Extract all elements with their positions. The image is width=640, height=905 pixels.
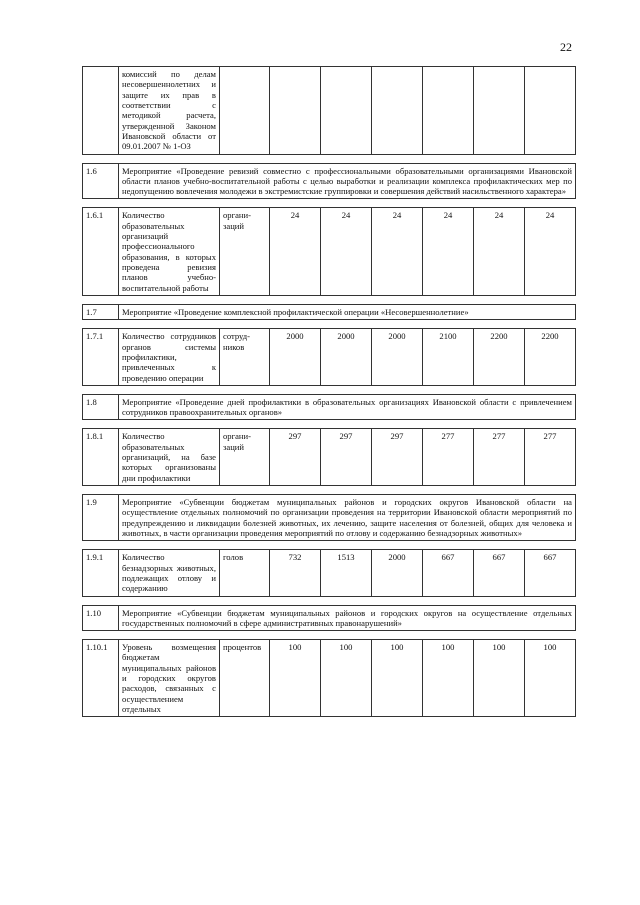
row-code: 1.10.1	[83, 640, 119, 717]
row-code: 1.7.1	[83, 329, 119, 386]
spacer-cell	[83, 154, 576, 163]
indicator-value: 24	[423, 208, 474, 296]
indicator-value: 277	[423, 429, 474, 486]
page-number: 22	[560, 40, 572, 54]
row-code: 1.8	[83, 394, 119, 420]
indicator-name: Количество образовательных организаций профессионального образования, в которых проведена ревизия планов учебно-воспитательной работы	[119, 208, 220, 296]
row-spacer	[83, 320, 576, 329]
spacer-cell	[83, 486, 576, 495]
spacer-cell	[83, 385, 576, 394]
event-text: Мероприятие «Проведение дней профилактики в образовательных организациях Ивановской области с привлечением сотрудников правоохранительных органов»	[119, 394, 576, 420]
indicator-unit: голов	[220, 550, 270, 596]
indicator-value	[474, 67, 525, 155]
indicator-unit: процентов	[220, 640, 270, 717]
indicator-value: 100	[270, 640, 321, 717]
event-row	[83, 163, 576, 199]
indicator-row	[83, 429, 576, 486]
indicator-value: 277	[474, 429, 525, 486]
indicator-unit	[220, 67, 270, 155]
indicator-value: 24	[525, 208, 576, 296]
indicators-table	[82, 66, 576, 717]
indicator-row	[83, 329, 576, 386]
event-text: Мероприятие «Субвенции бюджетам муниципальных районов и городских округов Ивановской области на осуществление отдельных полномочий по организации проведения на территории Ивановской области мероприятий по предупреждению и ликвидации болезней животных, их лечению, защите населения от болезней, общих для человека и животных, в части организации проведения мероприятий по отлову и содержанию безнадзорных животных»	[119, 495, 576, 541]
indicator-name: Уровень возмещения бюджетам муниципальных районов и городских округов расходов, связанных с осуществлением отдельных	[119, 640, 220, 717]
indicator-value	[525, 67, 576, 155]
row-spacer	[83, 486, 576, 495]
row-code: 1.9.1	[83, 550, 119, 596]
spacer-cell	[83, 631, 576, 640]
indicator-unit: органи-заций	[220, 208, 270, 296]
indicator-value: 100	[525, 640, 576, 717]
row-code: 1.8.1	[83, 429, 119, 486]
indicator-value	[270, 67, 321, 155]
indicator-value: 667	[474, 550, 525, 596]
indicator-row	[83, 67, 576, 155]
indicator-row	[83, 208, 576, 296]
row-spacer	[83, 631, 576, 640]
indicator-value: 24	[474, 208, 525, 296]
event-row	[83, 495, 576, 541]
spacer-cell	[83, 541, 576, 550]
indicator-value: 24	[270, 208, 321, 296]
row-spacer	[83, 385, 576, 394]
indicator-value: 24	[321, 208, 372, 296]
indicator-value: 297	[270, 429, 321, 486]
indicator-value: 277	[525, 429, 576, 486]
indicator-row	[83, 550, 576, 596]
event-text: Мероприятие «Проведение ревизий совместно с профессиональными образовательными организациями Ивановской области планов учебно-воспитательной работы с целью выработки и реализации комплекса профилактических мер по недопущению вовлечения молодежи в экстремистские группировки и совершения действий насильственного характера»	[119, 163, 576, 199]
row-spacer	[83, 541, 576, 550]
indicator-value: 2000	[321, 329, 372, 386]
row-spacer	[83, 295, 576, 304]
indicator-value: 2000	[372, 550, 423, 596]
spacer-cell	[83, 596, 576, 605]
spacer-cell	[83, 295, 576, 304]
row-spacer	[83, 596, 576, 605]
indicator-name: Количество сотрудников органов системы профилактики, привлеченных к проведению операции	[119, 329, 220, 386]
indicator-value: 100	[321, 640, 372, 717]
row-spacer	[83, 199, 576, 208]
indicator-value	[321, 67, 372, 155]
indicator-value: 2200	[525, 329, 576, 386]
indicator-value: 667	[525, 550, 576, 596]
row-code: 1.9	[83, 495, 119, 541]
indicator-value	[423, 67, 474, 155]
indicator-value: 1513	[321, 550, 372, 596]
indicator-value: 667	[423, 550, 474, 596]
indicator-name: Количество образовательных организаций, на базе которых организованы дни профилактики	[119, 429, 220, 486]
indicator-name: комиссий по делам несовершеннолетних и защите их прав в соответствии с методикой расчета, утвержденной Законом Ивановской области от 09.01.2007 № 1-ОЗ	[119, 67, 220, 155]
event-text: Мероприятие «Проведение комплексной профилактической операции «Несовершеннолетние»	[119, 304, 576, 319]
indicator-name: Количество безнадзорных животных, подлежащих отлову и содержанию	[119, 550, 220, 596]
indicator-value: 2000	[270, 329, 321, 386]
spacer-cell	[83, 199, 576, 208]
indicator-value: 100	[423, 640, 474, 717]
indicator-value: 2100	[423, 329, 474, 386]
row-code	[83, 67, 119, 155]
spacer-cell	[83, 320, 576, 329]
event-row	[83, 394, 576, 420]
indicator-value	[372, 67, 423, 155]
event-text: Мероприятие «Субвенции бюджетам муниципальных районов и городских округов на осуществление отдельных государственных полномочий в сфере административных правонарушений»	[119, 605, 576, 631]
indicator-value: 100	[372, 640, 423, 717]
indicator-value: 2200	[474, 329, 525, 386]
row-spacer	[83, 154, 576, 163]
row-code: 1.10	[83, 605, 119, 631]
indicator-unit: органи-заций	[220, 429, 270, 486]
row-code: 1.6	[83, 163, 119, 199]
row-spacer	[83, 420, 576, 429]
indicator-value: 2000	[372, 329, 423, 386]
indicator-value: 24	[372, 208, 423, 296]
spacer-cell	[83, 420, 576, 429]
row-code: 1.7	[83, 304, 119, 319]
row-code: 1.6.1	[83, 208, 119, 296]
event-row	[83, 304, 576, 319]
indicator-value: 100	[474, 640, 525, 717]
indicator-value: 297	[372, 429, 423, 486]
indicator-unit: сотруд-ников	[220, 329, 270, 386]
event-row	[83, 605, 576, 631]
indicator-value: 297	[321, 429, 372, 486]
indicator-row	[83, 640, 576, 717]
indicator-value: 732	[270, 550, 321, 596]
